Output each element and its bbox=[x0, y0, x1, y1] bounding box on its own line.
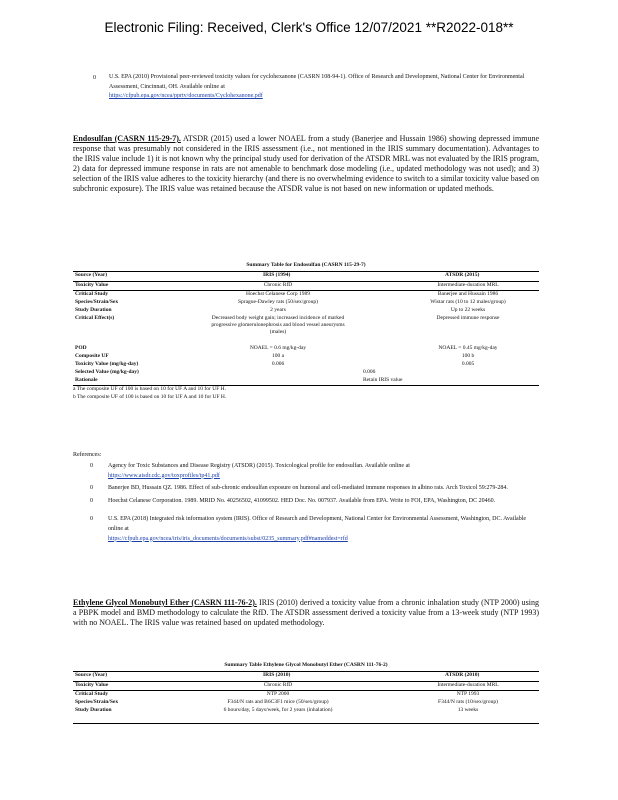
table-footnote: b The composite UF of 100 is based on 10 for UF A and 10 for UF H. bbox=[73, 393, 227, 400]
row-merged-value: 0.006 bbox=[363, 369, 376, 375]
reference-text: Agency for Toxic Substances and Disease Registry (ATSDR) (2015). Toxicological profile for endosulfan. Available online at bbox=[108, 463, 410, 469]
row-iris-value: Decreased body weight gain; increased incidence of marked progressive glomerulonephrosis and blood vessel aneurysms (males) bbox=[211, 315, 345, 335]
filing-header: Electronic Filing: Received, Clerk's Office 12/07/2021 **R2022-018** bbox=[104, 20, 514, 35]
row-label: Species/Strain/Sex bbox=[75, 299, 119, 305]
row-atsdr-value: F344/N rats (10/sex/group) bbox=[438, 699, 498, 705]
reference-item bbox=[90, 484, 540, 494]
row-label: Composite UF bbox=[75, 353, 109, 359]
reference-text: U.S. EPA (2018) Integrated risk information system (IRIS). Office of Research and Development, National Center for Environmental Assessment, Washington, DC. Available online at bbox=[108, 516, 527, 532]
endosulfan-table-body bbox=[73, 271, 539, 386]
row-label: Toxicity Value bbox=[75, 282, 109, 288]
bullet-glyph: 0 bbox=[90, 516, 93, 523]
egbe-table bbox=[73, 662, 539, 724]
endosulfan-table bbox=[73, 262, 539, 401]
reference-item bbox=[90, 497, 540, 507]
row-atsdr-value: Banerjee and Hussain 1986 bbox=[437, 291, 499, 297]
row-label: Toxicity Value bbox=[75, 682, 109, 688]
row-label: Toxicity Value (mg/kg-day) bbox=[75, 361, 139, 367]
table-row bbox=[73, 369, 539, 377]
table-row bbox=[73, 291, 539, 299]
table-row bbox=[73, 699, 539, 707]
row-iris-value: Chronic RfD bbox=[263, 682, 293, 688]
row-atsdr-value: NOAEL = 0.45 mg/kg-day bbox=[438, 345, 498, 351]
row-atsdr-value: 13 weeks bbox=[457, 707, 479, 713]
reference-text: Hoechst Celanese Corporation. 1989. MRID No. 40256502, 41099502. HED Doc. No. 007937. Available from EPA. Write to FOI, EPA, Washington, DC 20460. bbox=[108, 497, 496, 504]
table-header-cell: Source (Year) bbox=[75, 672, 108, 678]
row-iris-value: NTP 2000 bbox=[266, 691, 290, 697]
row-iris-value: 6 hours/day, 5 days/week, for 2 years (inhalation) bbox=[223, 707, 333, 713]
top-reference-link[interactable]: https://cfpub.epa.gov/ncea/pprtv/documents/Cyclohexanone.pdf bbox=[109, 93, 263, 100]
row-iris-value: F344/N rats and B6C3F1 mice (50/sex/group) bbox=[227, 699, 329, 705]
table-footnote: a The composite UF of 100 is based on 10 for UF A and 10 for UF H. bbox=[73, 386, 226, 392]
table-header-cell: ATSDR (2015) bbox=[445, 272, 480, 278]
row-label: Critical Effect(s) bbox=[75, 315, 115, 321]
table-row bbox=[73, 707, 539, 723]
egbe-table-caption: Summary Table Ethylene Glycol Monobutyl Ether (CASRN 111-76-2) bbox=[224, 662, 388, 668]
reference-item bbox=[90, 515, 540, 544]
reference-link[interactable]: https://cfpub.epa.gov/ncea/iris/iris_documents/documents/subst/0235_summary.pdf#nameddest=rfd bbox=[108, 535, 348, 542]
table-row bbox=[73, 353, 539, 361]
table-row bbox=[73, 361, 539, 369]
egbe-text: IRIS (2010) derived a toxicity value from a chronic inhalation study (NTP 2000) using a PBPK model and BMD methodology to calculate the RfD. The ATSDR assessment derived a toxicity value from a 13-week study (NTP 1993) with no NOAEL. The IRIS value was retained based on updated methodology. bbox=[73, 598, 540, 627]
top-reference-text: U.S. EPA (2010) Provisional peer-reviewed toxicity values for cyclohexanone (CASRN 108-94-1). Office of Research and Development, National Center for Environmental Assessment, Cincinnati, OH. Available online at bbox=[109, 74, 525, 90]
bullet-glyph: 0 bbox=[93, 75, 96, 81]
table-row bbox=[73, 377, 539, 385]
endosulfan-heading: Endosulfan (CASRN 115-29-7). bbox=[73, 134, 181, 143]
row-atsdr-value: 0.005 bbox=[461, 361, 475, 367]
egbe-table-body bbox=[73, 671, 539, 724]
row-label: Selected Value (mg/kg-day) bbox=[75, 369, 139, 375]
row-iris-value: Sprague-Dawley rats (50/sex/group) bbox=[237, 299, 319, 305]
table-row bbox=[73, 682, 539, 691]
row-atsdr-value: Wistar rats (10 to 12 males/group) bbox=[430, 299, 506, 305]
row-label: Critical Study bbox=[75, 691, 109, 697]
reference-item bbox=[90, 462, 540, 481]
row-atsdr-value: Up to 22 weeks bbox=[450, 307, 486, 313]
bullet-glyph: 0 bbox=[90, 485, 93, 492]
row-iris-value: Chronic RfD bbox=[263, 282, 293, 288]
row-label: Critical Study bbox=[75, 291, 109, 297]
table-row bbox=[73, 282, 539, 291]
references-list bbox=[90, 462, 540, 547]
row-label: Study Duration bbox=[75, 707, 112, 713]
table-row bbox=[73, 315, 539, 345]
row-label: Rationale bbox=[75, 377, 98, 383]
table-header-row bbox=[73, 272, 539, 282]
row-label: Study Duration bbox=[75, 307, 112, 313]
table-row bbox=[73, 299, 539, 307]
egbe-heading: Ethylene Glycol Monobutyl Ether (CASRN 111-76-2). bbox=[73, 598, 257, 607]
endosulfan-footnotes bbox=[73, 386, 539, 401]
row-iris-value: 100 a bbox=[271, 353, 285, 359]
reference-text: Banerjee BD, Hussain QZ. 1986. Effect of sub-chronic endosulfan exposure on humoral and cell-mediated immune responses in albino rats. Arch Toxicol 59:279-284. bbox=[108, 485, 508, 492]
endosulfan-table-caption: Summary Table for Endosulfan (CASRN 115-29-7) bbox=[246, 262, 366, 268]
row-iris-value: 2 years bbox=[270, 307, 286, 313]
row-atsdr-value: 100 b bbox=[461, 353, 475, 359]
top-reference bbox=[109, 73, 529, 102]
table-header-cell: IRIS (1994) bbox=[263, 272, 291, 278]
row-iris-value: 0.006 bbox=[271, 361, 285, 367]
row-atsdr-value: Intermediate-duration MRL bbox=[437, 282, 499, 288]
row-iris-value: NOAEL = 0.6 mg/kg-day bbox=[249, 345, 307, 351]
bullet-glyph: 0 bbox=[90, 463, 93, 469]
endosulfan-paragraph bbox=[73, 134, 539, 193]
egbe-paragraph bbox=[73, 598, 539, 628]
bullet-glyph: 0 bbox=[90, 497, 93, 504]
table-row bbox=[73, 307, 539, 315]
table-row bbox=[73, 691, 539, 699]
reference-link[interactable]: https://www.atsdr.cdc.gov/toxprofiles/tp41.pdf bbox=[108, 472, 220, 479]
row-label: Species/Strain/Sex bbox=[75, 699, 119, 705]
table-row bbox=[73, 345, 539, 353]
table-header-cell: Source (Year) bbox=[75, 272, 108, 278]
row-atsdr-value: Depressed immune response bbox=[436, 315, 500, 321]
row-atsdr-value: NTP 1993 bbox=[456, 691, 480, 697]
table-header-row bbox=[73, 672, 539, 682]
table-header-cell: IRIS (2010) bbox=[263, 672, 291, 678]
row-merged-value: Retain IRIS value bbox=[363, 377, 403, 383]
row-iris-value: Hoechst Celanese Corp 1989 bbox=[246, 291, 310, 297]
references-title: References: bbox=[73, 452, 102, 458]
endosulfan-text: ATSDR (2015) used a lower NOAEL from a study (Banerjee and Hussain 1986) showing depressed immune response that was presumably not considered in the IRIS assessment (i.e., not mentioned in the IRIS summary documentation). Advantages to the IRIS value include 1) it is not known why the principal study used for derivation of the ATSDR MRL was not evaluated by the IRIS program, 2) data for depressed immune response in rats are not amenable to benchmark dose modeling (i.e., updated methodology was not used); and 3) selection of the IRIS value adheres to the toxicity hierarchy (and there is no overwhelming evidence to switch to a similar toxicity value based on subchronic exposure). The IRIS value was retained because the ATSDR value is not based on new information or updated methods. bbox=[73, 134, 539, 193]
row-label: POD bbox=[75, 345, 87, 351]
table-header-cell: ATSDR (2010) bbox=[445, 672, 480, 678]
row-atsdr-value: Intermediate-duration MRL bbox=[437, 682, 499, 688]
